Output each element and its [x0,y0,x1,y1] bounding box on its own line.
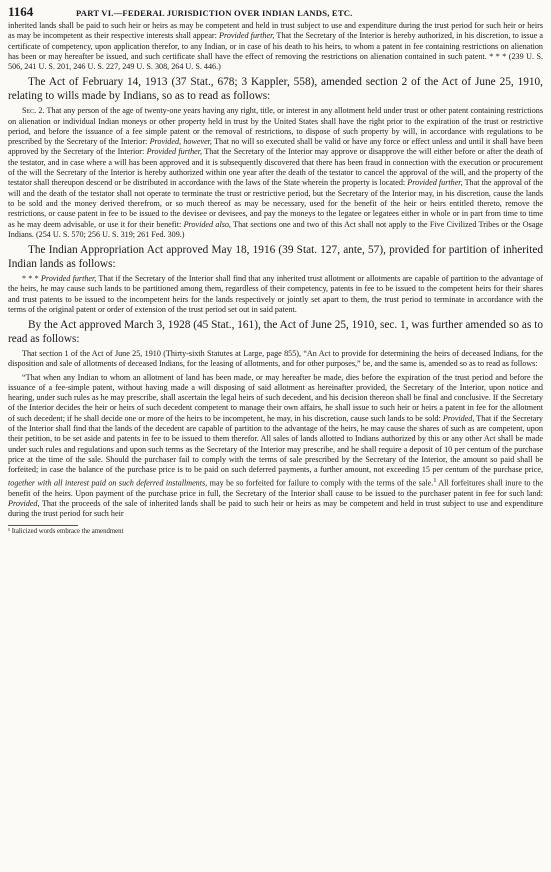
footnote: ¹ Italicized words embrace the amendment [8,528,124,536]
section-heading-1913-act: The Act of February 14, 1913 (37 Stat., 678; 3 Kappler, 558), amended section 2 of the Act of June 25, 1910, relating to wills made by Indians, so as to read as follows: [8,76,543,102]
paragraph-section-1-text: “That when any Indian to whom an allotment of land has been made, or may hereafter be made, dies before the expiration of the trust period and before the issuance of a fee-simple patent, without having made a will disposing of said allotment as hereinafter provided, the Secretary of the Interior, upon notice and hearing, under such rules as he may prescribe, shall ascertain the legal heirs of such decedent, and his decision thereon shall be final and conclusive. If the Secretary of the Interior decides the heir or heirs of such decedent competent to manage their own affairs, he shall issue to such heir or heirs a patent in fee for the allotment of such decedent; if he shall decide one or more of the heirs to be incompetent, he may, in his discretion, cause such lands to be sold: Provided, That if the Secretary of the Interior shall find that the lands of the decedent are capable of partition to the advantage of the heirs, he may cause the shares of such as are competent, upon their petition, to be set aside and patents in fee to be issued to them therefor. All sales of lands allotted to Indians authorized by this or any other Act shall be made under such rules and regulations and upon such terms as the Secretary of the Interior may prescribe, and he shall require a deposit of 10 per centum of the purchase price at the time of the sale. Should the purchaser fail to comply with the terms of sale prescribed by the Secretary of the Interior, the amount so paid shall be forfeited; in case the balance of the purchase price is to be paid on such deferred payments, a further amount, not exceeding 15 per centum of the purchase price, together with all interest paid on such deferred installments, may be so forfeited for failure to comply with the terms of the sale.$^1$ All forfeitures shall inure to the benefit of the heirs. Upon payment of the purchase price in full, the Secretary of the Interior shall cause to be issued to the purchaser patent in fee for such land: Provided, That the proceeds of the sale of inherited lands shall be paid to such heir or heirs as may be competent and held in trust subject to use and expenditure during the trust period for such heir [8,372,543,519]
page-header [8,4,543,21]
paragraph-section-1-intro: That section 1 of the Act of June 25, 1910 (Thirty-sixth Statutes at Large, page 855), “An Act to provide for determining the heirs of deceased Indians, for the disposition and sale of allotments of deceased Indians, for the leasing of allotments, and for other purposes,” be, and the same is, amended so as to read as follows: [8,348,543,369]
paragraph-sec-2: Sec. 2. That any person of the age of twenty-one years having any right, title, or interest in any allotment held under trust or other patent containing restrictions on alienation or individual Indian moneys or other property held in trust by the United States shall have the right prior to the expiration of the trust or restrictive period, and before the issuance of a fee simple patent or the removal of restrictions, to dispose of such property by will, in accordance with regulations to be prescribed by the Secretary of the Interior: Provided, however, That no will so executed shall be valid or have any force or effect unless and until it shall have been approved by the Secretary of the Interior: Provided further, That the Secretary of the Interior may approve or disapprove the will either before or after the death of the testator, and in case where a will has been approved and it is subsequently discovered that there has been fraud in connection with the execution or procurement of the will the Secretary of the Interior is hereby authorized within one year after the death of the testator to cancel the approval of the will, and the property of the testator shall thereupon descend or be distributed in accordance with the laws of the State wherein the property is located: Provided further, That the approval of the will and the death of the testator shall not operate to terminate the trust or restrictive period, but the Secretary of the Interior may, in his discretion, cause the lands to be sold and the money derived therefrom, or so much thereof as may be necessary, used for the benefit of the heir or heirs entitled thereto, remove the restrictions, or cause patent in fee to be issued to the devisee or devisees, and pay the moneys to the legatee or legatees either in whole or in part from time to time as he may deem advisable, or use it for their benefit: Provided also, That sections one and two of this Act shall not apply to the Five Civilized Tribes or the Osage Indians. (254 U. S. 570; 256 U. S. 319; 261 Fed. 309.) [8,106,544,239]
section-heading-1928-act: By the Act approved March 3, 1928 (45 Stat., 161), the Act of June 25, 1910, sec. 1, was further amended so as to read as follows: [8,319,543,345]
paragraph-continuation: inherited lands shall be paid to such heir or heirs as may be competent and held in trust subject to use and expenditure during the trust period for such heir or heirs as may be incompetent as their respective interests shall appear: Provided further, That the Secretary of the Interior is hereby authorized, in his discretion, to issue a certificate of competency, upon application therefor, to any Indian, or in case of his death to his heirs, to whom a patent in fee containing restrictions on alienation has been or may hereafter be issued, and such certificate shall have the effect of removing the restrictions on alienation contained in such patent. * * * (239 U. S. 506, 241 U. S. 201, 246 U. S. 227, 249 U. S. 308, 264 U. S. 446.) [8,21,543,72]
footnote-divider [8,525,78,526]
section-heading-1916-act: The Indian Appropriation Act approved May 18, 1916 (39 Stat. 127, ante, 57), provided for partition of inherited Indian lands as follows: [8,244,543,270]
page-number: 1164 [8,4,34,19]
paragraph-partition: * * * Provided further, That if the Secretary of the Interior shall find that any inherited trust allotment or allotments are capable of partition to the advantage of the heirs, he may cause such lands to be partitioned among them, regardless of their competency, patents in fee to be issued to the competent heirs for their shares and trust patents to be issued to the incompetent heirs for the lands respectively or jointly set apart to them, the trust period to terminate in accordance with the terms of the original patent or order of extension of the trust period set out in said patent. [8,273,544,314]
running-head: PART VI.—FEDERAL JURISDICTION OVER INDIAN LANDS, ETC. [76,8,353,18]
footnote-marker: 1 [433,477,437,484]
